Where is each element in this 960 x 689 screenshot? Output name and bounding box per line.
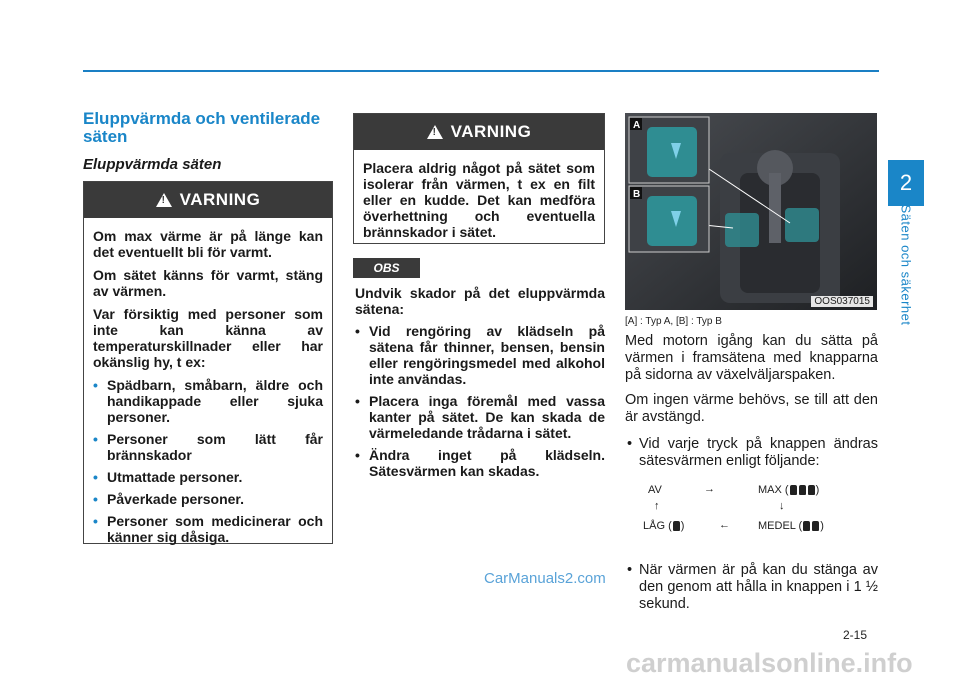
obs-intro: Undvik skador på det eluppvärmda sätena: (355, 285, 605, 317)
list-item: • Ändra inget på klädseln. Sätesvärmen kan skadas. (355, 447, 605, 479)
body-paragraph: Om ingen värme behövs, se till att den är avstängd. (625, 392, 878, 425)
obs-notice (355, 285, 605, 485)
list-item: • Personer som medicinerar och känner sig dåsiga. (93, 513, 323, 545)
arrow-up-icon: ↑ (654, 500, 660, 512)
instruction-list (625, 562, 878, 613)
cycle-medel: MEDEL ( ) (758, 520, 824, 532)
warning-paragraph: Placera aldrig något på sätet som isolerar från värmen, t ex en filt eller en kudde. Det kan medföra överhettning och eventuella brännskador i sätet. (363, 160, 595, 240)
warning-box-insulation (353, 113, 605, 244)
warning-box-heat (83, 181, 333, 544)
warning-header (354, 114, 604, 150)
warning-paragraph: Var försiktig med personer som inte kan känna av temperaturskillnader eller har okänslig hy, t ex: (93, 306, 323, 370)
instruction-list (625, 436, 878, 470)
cycle-lag: LÅG ( ) (643, 520, 685, 532)
heat-cycle-diagram (640, 480, 870, 540)
chapter-number: 2 (899, 170, 913, 195)
chapter-number-tab[interactable] (888, 160, 924, 206)
list-item: • Vid varje tryck på knappen ändras sätesvärmen enligt följande: (625, 436, 878, 470)
cycle-av: AV (648, 484, 662, 496)
section-subtitle: Eluppvärmda säten (83, 156, 222, 173)
figure-code: OOS037015 (811, 296, 873, 307)
warning-triangle-icon (156, 193, 172, 207)
body-paragraph: Med motorn igång kan du sätta på värmen i framsätena med knapparna på sidorna av växelväljarspaken. (625, 333, 878, 383)
warning-header (84, 182, 332, 218)
warning-list (93, 377, 323, 545)
warning-body (354, 150, 604, 255)
list-item: • Placera inga föremål med vassa kanter på sätet. De kan skada de värmeledande trådarna i sätet. (355, 393, 605, 441)
watermark-link[interactable]: CarManuals2.com (484, 570, 606, 587)
warning-title: VARNING (450, 122, 532, 141)
watermark-site: carmanualsonline.info (626, 648, 913, 678)
cycle-max: MAX ( ) (758, 484, 820, 496)
list-item: • Vid rengöring av klädseln på sätena får thinner, bensen, bensin eller rengöringsmedel med alkohol inte användas. (355, 323, 605, 387)
header-rule (83, 70, 879, 72)
arrow-down-icon: ↓ (779, 500, 785, 512)
warning-paragraph: Om max värme är på länge kan det eventuellt bli för varmt. (93, 228, 323, 260)
seat-heater-photo (625, 113, 877, 310)
figure-caption: [A] : Typ A, [B] : Typ B (625, 316, 722, 327)
obs-badge: OBS (353, 258, 420, 278)
chapter-label: Säten och säkerhet (898, 204, 914, 326)
warning-body (84, 218, 332, 559)
list-item: • Spädbarn, småbarn, äldre och handikappade eller sjuka personer. (93, 377, 323, 425)
figure-label-a: A (633, 120, 641, 131)
list-item: • Påverkade personer. (93, 491, 323, 507)
figure-label-b: B (633, 189, 641, 200)
warning-title: VARNING (179, 190, 261, 209)
section-title: Eluppvärmda och ventilerade säten (83, 109, 321, 146)
list-item: • Utmattade personer. (93, 469, 323, 485)
list-item: • När värmen är på kan du stänga av den genom att hålla in knappen i 1 ½ sekund. (625, 562, 878, 613)
arrow-right-icon: → (704, 483, 715, 495)
section-header (83, 110, 333, 173)
list-item: • Personer som lätt får brännskador (93, 431, 323, 463)
instructions (625, 333, 878, 470)
warning-paragraph: Om sätet känns för varmt, stäng av värmen. (93, 267, 323, 299)
warning-triangle-icon (427, 125, 443, 139)
page-number: 2-15 (843, 628, 868, 642)
console-illustration (625, 113, 877, 310)
arrow-left-icon: ← (719, 519, 730, 531)
obs-list (355, 323, 605, 479)
